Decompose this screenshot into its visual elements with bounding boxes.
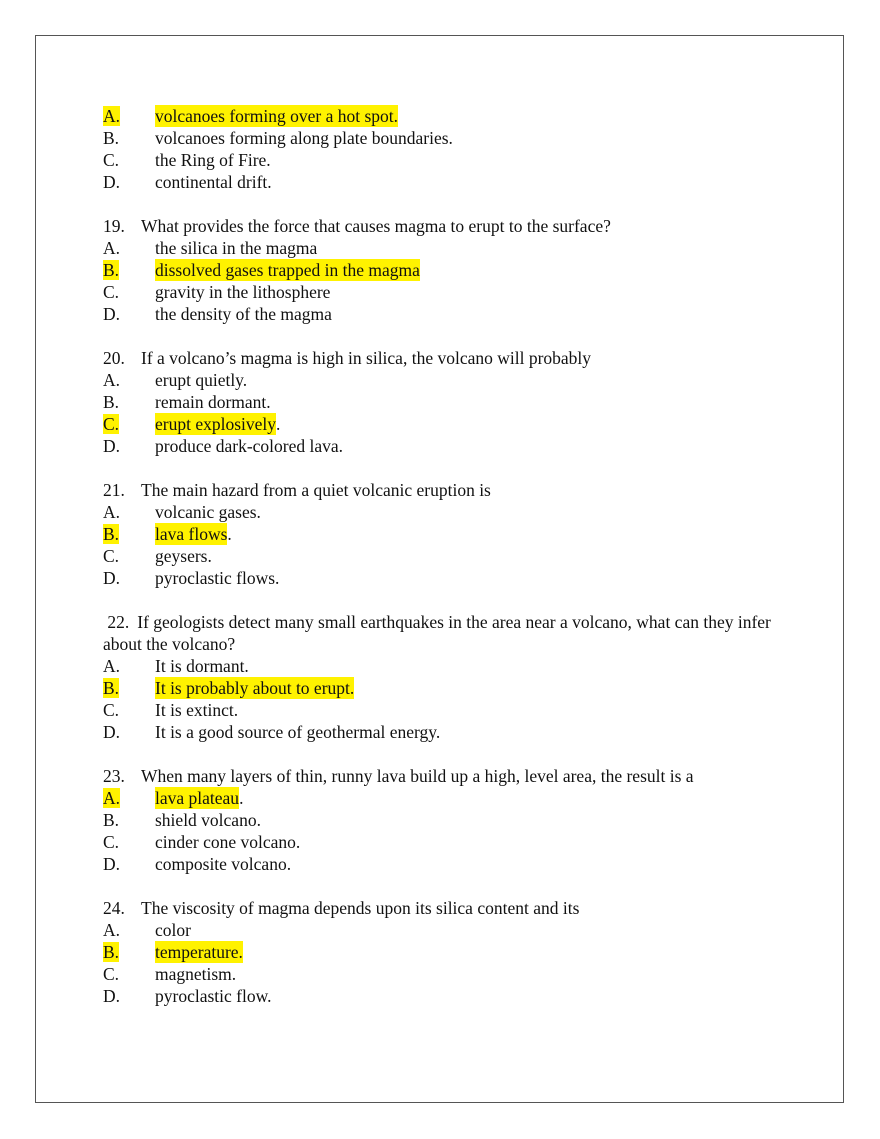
option-letter: A. (103, 370, 121, 390)
answer-option (103, 985, 783, 1007)
option-letter: A. (103, 502, 121, 522)
option-text: magnetism. (155, 964, 237, 984)
question-number: 20. (103, 348, 125, 368)
option-text: geysers. (155, 546, 212, 566)
option-letter-cell (103, 149, 155, 171)
answer-option (103, 369, 783, 391)
answer-option (103, 435, 783, 457)
option-text: It is extinct. (155, 700, 239, 720)
option-letter-cell (103, 435, 155, 457)
answer-option (103, 501, 783, 523)
answer-option (103, 941, 783, 963)
option-letter-cell (103, 721, 155, 743)
question-number: 22. (103, 612, 130, 632)
option-text: It is dormant. (155, 656, 249, 676)
option-suffix: . (227, 524, 232, 544)
answer-option (103, 523, 783, 545)
option-text: volcanoes forming over a hot spot. (155, 106, 399, 126)
answer-option (103, 391, 783, 413)
option-text: the density of the magma (155, 304, 332, 324)
option-text: the Ring of Fire. (155, 150, 271, 170)
question-number: 23. (103, 766, 125, 786)
option-letter: A. (103, 238, 121, 258)
question-text: What provides the force that causes magma to erupt to the surface? (141, 216, 611, 236)
option-letter: B. (103, 942, 120, 962)
answer-option (103, 831, 783, 853)
question-text: When many layers of thin, runny lava build up a high, level area, the result is a (141, 766, 694, 786)
option-letter: C. (103, 150, 120, 170)
option-letter: B. (103, 260, 120, 280)
answer-option (103, 105, 783, 127)
option-letter-cell (103, 105, 155, 127)
option-letter: B. (103, 524, 120, 544)
question-block (103, 215, 783, 325)
option-letter-cell (103, 281, 155, 303)
option-text: lava plateau (155, 788, 240, 808)
option-text: continental drift. (155, 172, 272, 192)
answer-option (103, 413, 783, 435)
option-letter-cell (103, 391, 155, 413)
question-stem (103, 479, 783, 501)
answer-option (103, 919, 783, 941)
option-letter-cell (103, 655, 155, 677)
option-letter-cell (103, 677, 155, 699)
option-letter: C. (103, 414, 120, 434)
option-text: It is a good source of geothermal energy. (155, 722, 441, 742)
option-suffix: . (239, 788, 244, 808)
option-letter: B. (103, 678, 120, 698)
option-letter: A. (103, 656, 121, 676)
option-letter: B. (103, 128, 120, 148)
option-text: volcanoes forming along plate boundaries. (155, 128, 453, 148)
option-letter-cell (103, 303, 155, 325)
question-text: The viscosity of magma depends upon its silica content and its (141, 898, 580, 918)
question-block (103, 105, 783, 193)
option-letter: B. (103, 810, 120, 830)
answer-option (103, 677, 783, 699)
option-letter-cell (103, 501, 155, 523)
answer-option (103, 655, 783, 677)
option-letter-cell (103, 259, 155, 281)
quiz-content (103, 105, 783, 1029)
option-text: produce dark-colored lava. (155, 436, 344, 456)
option-text: temperature. (155, 942, 243, 962)
question-number: 21. (103, 480, 125, 500)
question-text: If geologists detect many small earthquakes in the area near a volcano, what can they infer about the volcano? (103, 612, 771, 654)
answer-option (103, 853, 783, 875)
option-text: lava flows (155, 524, 228, 544)
option-letter-cell (103, 809, 155, 831)
question-block (103, 897, 783, 1007)
answer-option (103, 149, 783, 171)
option-letter: D. (103, 172, 121, 192)
option-letter-cell (103, 699, 155, 721)
option-text: dissolved gases trapped in the magma (155, 260, 420, 280)
option-text: pyroclastic flows. (155, 568, 280, 588)
answer-option (103, 281, 783, 303)
option-letter-cell (103, 941, 155, 963)
option-letter-cell (103, 853, 155, 875)
option-letter: C. (103, 832, 120, 852)
option-letter: B. (103, 392, 120, 412)
option-text: remain dormant. (155, 392, 271, 412)
answer-option (103, 171, 783, 193)
option-letter: C. (103, 964, 120, 984)
option-letter: A. (103, 788, 121, 808)
option-letter: D. (103, 436, 121, 456)
option-letter: C. (103, 546, 120, 566)
option-text: It is probably about to erupt. (155, 678, 355, 698)
option-letter: C. (103, 282, 120, 302)
answer-option (103, 721, 783, 743)
question-stem (103, 347, 783, 369)
option-letter: A. (103, 920, 121, 940)
option-text: gravity in the lithosphere (155, 282, 331, 302)
answer-option (103, 259, 783, 281)
option-letter-cell (103, 523, 155, 545)
option-letter-cell (103, 237, 155, 259)
option-text: the silica in the magma (155, 238, 318, 258)
option-text: shield volcano. (155, 810, 261, 830)
option-letter-cell (103, 369, 155, 391)
option-letter: D. (103, 986, 121, 1006)
answer-option (103, 809, 783, 831)
question-number: 24. (103, 898, 125, 918)
answer-option (103, 963, 783, 985)
question-stem (103, 215, 783, 237)
option-letter-cell (103, 831, 155, 853)
option-text: pyroclastic flow. (155, 986, 272, 1006)
question-block (103, 479, 783, 589)
question-stem (103, 897, 783, 919)
option-letter-cell (103, 127, 155, 149)
answer-option (103, 567, 783, 589)
option-letter: A. (103, 106, 121, 126)
question-block (103, 611, 783, 743)
question-block (103, 765, 783, 875)
option-suffix: . (276, 414, 281, 434)
option-letter-cell (103, 985, 155, 1007)
option-letter: C. (103, 700, 120, 720)
option-letter-cell (103, 413, 155, 435)
question-text: The main hazard from a quiet volcanic eruption is (141, 480, 491, 500)
answer-option (103, 127, 783, 149)
option-letter: D. (103, 854, 121, 874)
answer-option (103, 545, 783, 567)
option-letter: D. (103, 722, 121, 742)
answer-option (103, 303, 783, 325)
option-letter-cell (103, 963, 155, 985)
question-number: 19. (103, 216, 125, 236)
question-stem (103, 611, 783, 655)
option-text: composite volcano. (155, 854, 292, 874)
option-letter: D. (103, 568, 121, 588)
option-text: volcanic gases. (155, 502, 261, 522)
option-letter-cell (103, 787, 155, 809)
question-block (103, 347, 783, 457)
answer-option (103, 237, 783, 259)
option-letter: D. (103, 304, 121, 324)
option-letter-cell (103, 545, 155, 567)
option-text: color (155, 920, 191, 940)
option-text: cinder cone volcano. (155, 832, 301, 852)
option-letter-cell (103, 171, 155, 193)
answer-option (103, 699, 783, 721)
question-stem (103, 765, 783, 787)
option-text: erupt quietly. (155, 370, 248, 390)
option-letter-cell (103, 567, 155, 589)
answer-option (103, 787, 783, 809)
question-text: If a volcano’s magma is high in silica, the volcano will probably (141, 348, 592, 368)
option-text: erupt explosively (155, 414, 277, 434)
option-letter-cell (103, 919, 155, 941)
